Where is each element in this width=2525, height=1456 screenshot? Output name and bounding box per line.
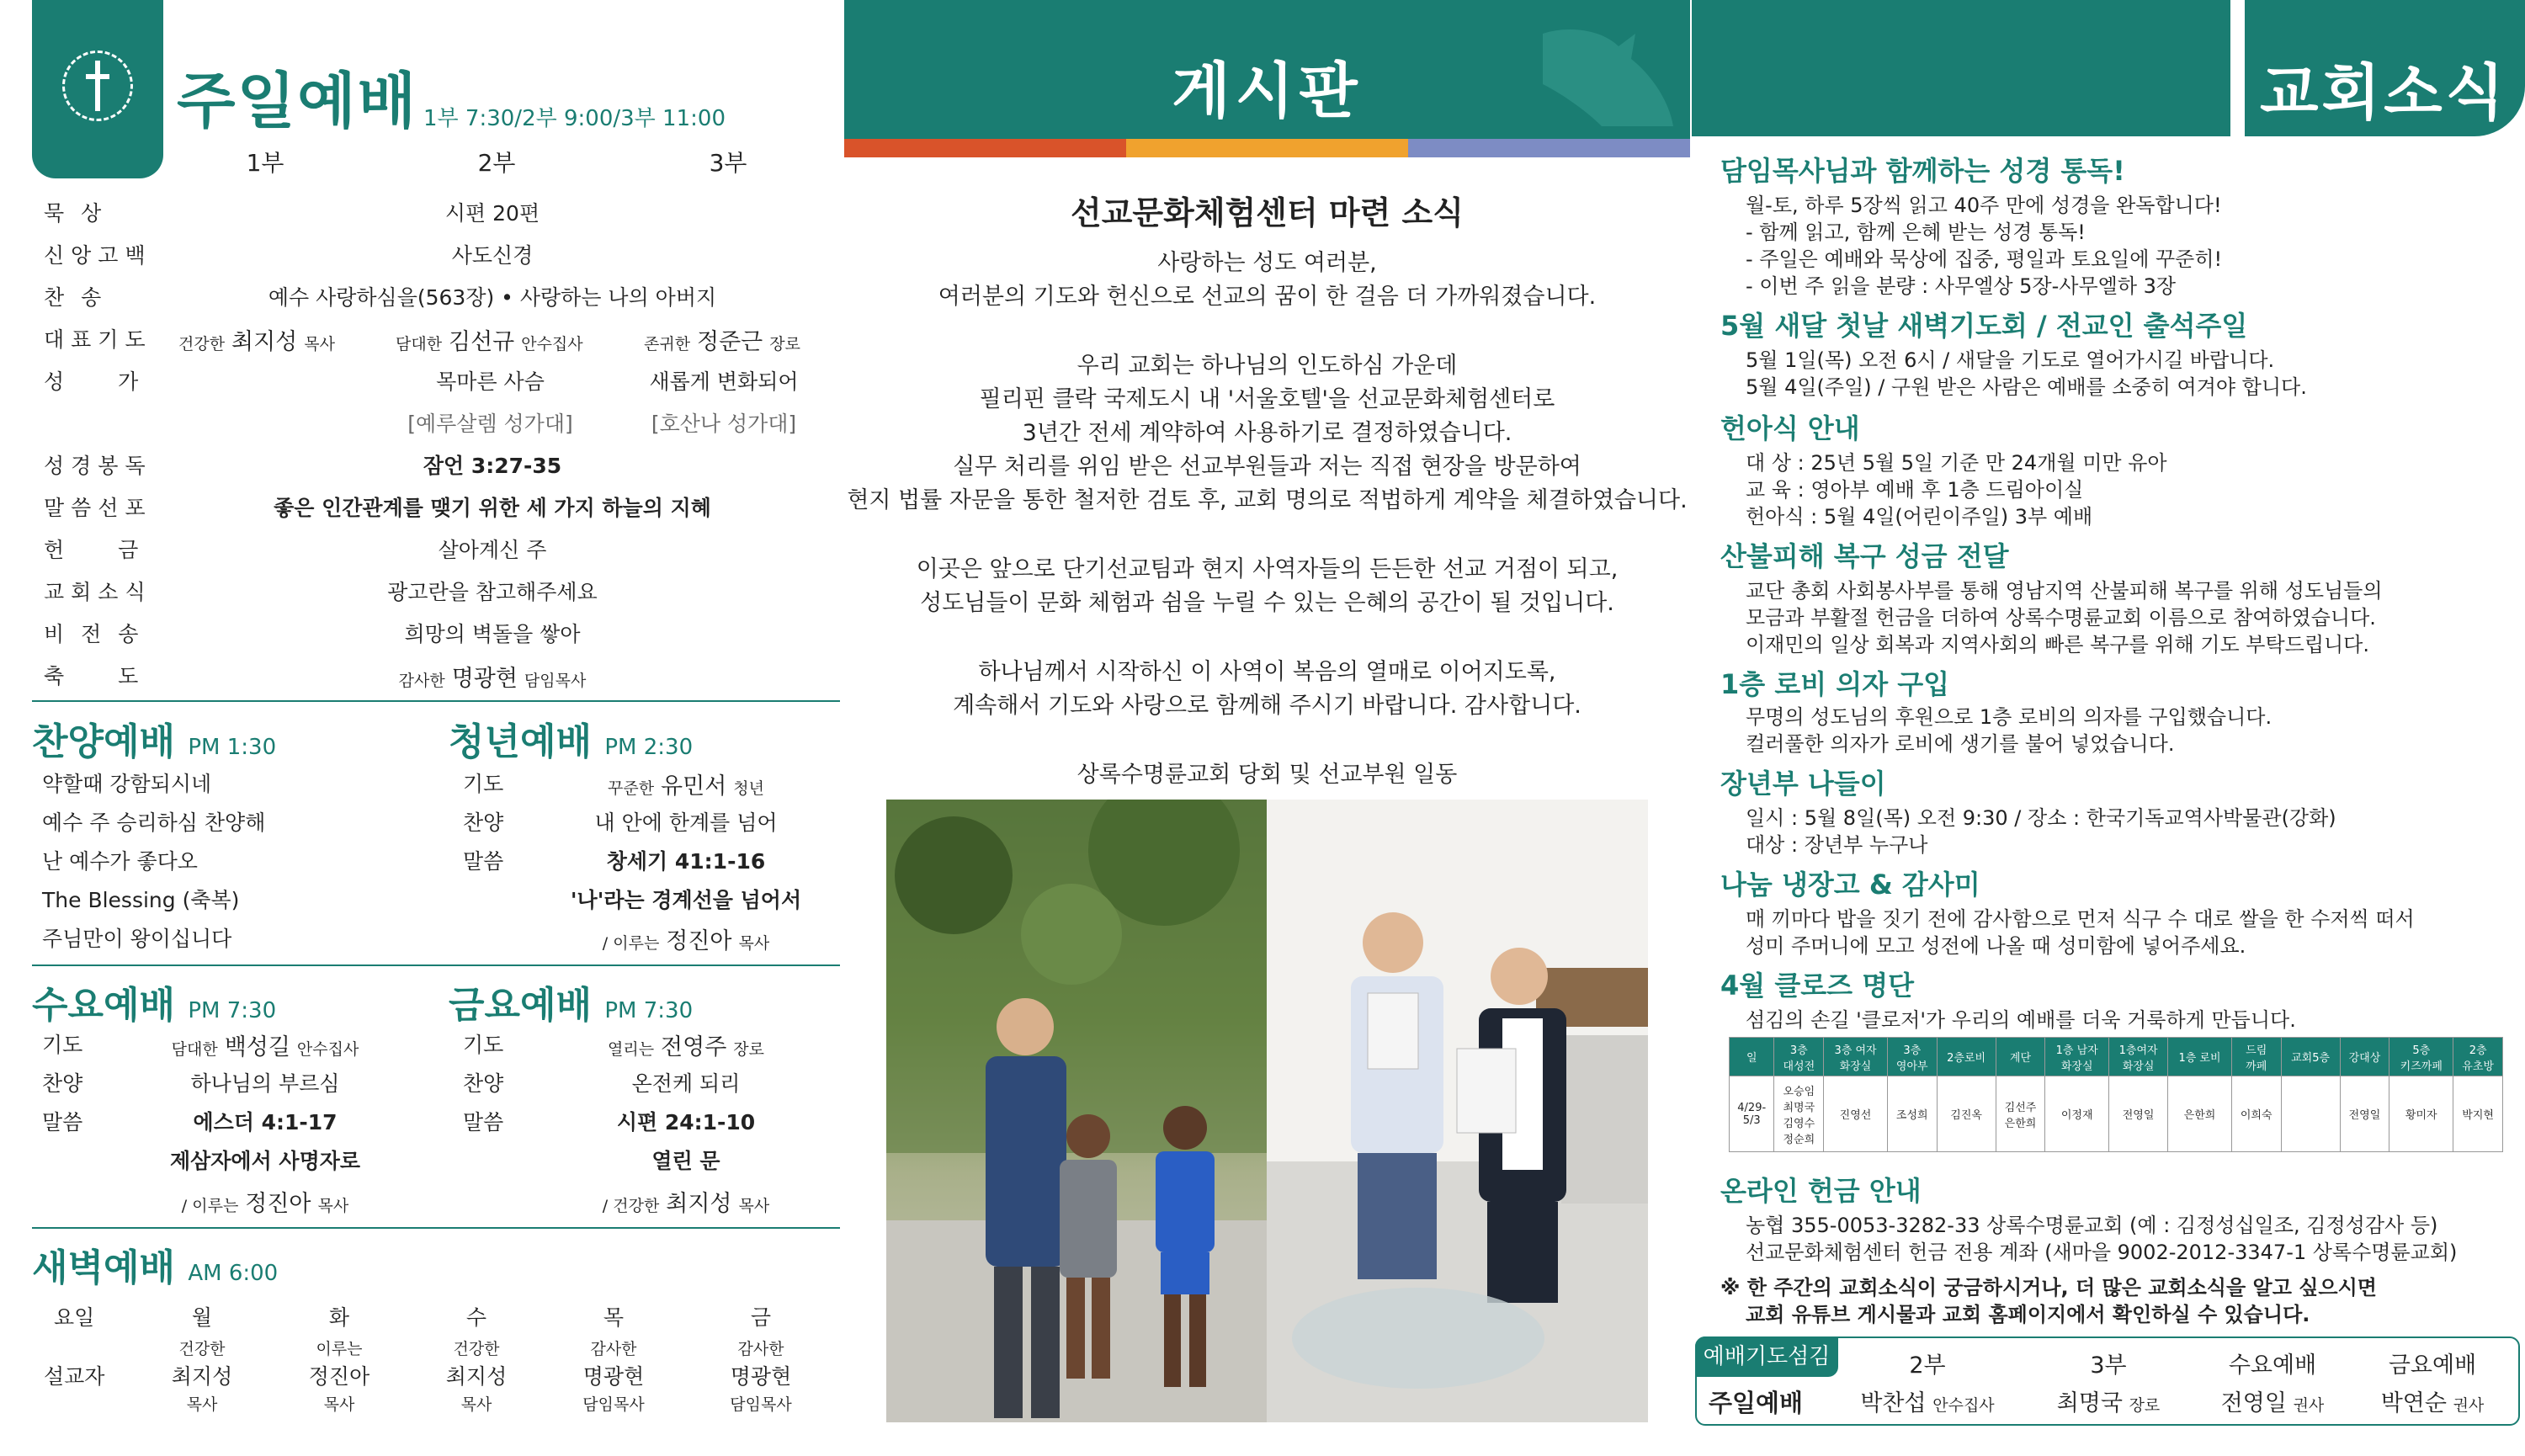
news-heading: 산불피해 복구 성금 전달 bbox=[1720, 540, 2009, 572]
color-stripe bbox=[1126, 139, 1408, 157]
prayer-service-tag: 예배기도섬김 bbox=[1695, 1336, 1838, 1377]
youth-prayer: 꾸준한 유민서 청년 bbox=[608, 773, 764, 800]
order-label: 신앙고백 bbox=[44, 243, 152, 268]
fri-song-label: 찬양 bbox=[463, 1071, 504, 1096]
closer-header-cell: 강대상 bbox=[2340, 1038, 2389, 1076]
article-line: 3년간 전세 계약하여 사용하기로 결정하였습니다. bbox=[1022, 420, 1512, 446]
order-label: 비전송 bbox=[44, 622, 156, 646]
dawn-pre: 감사한 bbox=[590, 1340, 637, 1358]
notice-line: 교회 유튜브 게시물과 교회 홈페이지에서 확인하실 수 있습니다. bbox=[1746, 1303, 2310, 1326]
closer-header-cell: 1층 남자 화장실 bbox=[2045, 1038, 2109, 1076]
outdoor-photo-illustration bbox=[886, 800, 1267, 1422]
fri-word-label: 말씀 bbox=[463, 1110, 504, 1135]
online-offering-line: 농협 355-0053-3282-33 상록수명륜교회 (예 : 김정성십일조, 김정성감사 등) bbox=[1746, 1214, 2438, 1237]
order-label: 성경봉독 bbox=[44, 454, 152, 478]
order-value: 예수 사랑하심을(563장) • 사랑하는 나의 아버지 bbox=[268, 285, 717, 310]
prayer-header: 수요예배 bbox=[2228, 1352, 2317, 1379]
dawn-day-label: 요일 bbox=[54, 1305, 95, 1330]
fri-sermon: 열린 문 bbox=[651, 1149, 720, 1173]
article-line: 계속해서 기도와 사랑으로 함께해 주시기 바랍니다. 감사합니다. bbox=[953, 693, 1581, 719]
dawn-post: 목사 bbox=[186, 1395, 218, 1414]
prayer-leader-2: 담대한 김선규 안수집사 bbox=[396, 329, 583, 355]
order-value: 사도신경 bbox=[451, 243, 534, 268]
dawn-post: 목사 bbox=[323, 1395, 355, 1414]
praise-song: 예수 주 승리하심 찬양해 bbox=[42, 810, 266, 835]
fri-scripture: 시편 24:1-10 bbox=[616, 1110, 756, 1135]
indoor-photo-illustration bbox=[1267, 800, 1648, 1422]
closer-cell: 이희숙 bbox=[2231, 1076, 2281, 1152]
order-label: 묵상 bbox=[44, 201, 119, 226]
youth-scripture: 창세기 41:1-16 bbox=[606, 849, 766, 874]
news-line: - 함께 읽고, 함께 은혜 받는 성경 통독! bbox=[1746, 221, 2086, 244]
news-line: 섬김의 손길 '클로저'가 우리의 예배를 더욱 거룩하게 만듭니다. bbox=[1746, 1008, 2296, 1032]
closer-header-cell: 교회5층 bbox=[2281, 1038, 2340, 1076]
news-line: 대상 : 장년부 누구나 bbox=[1746, 833, 1928, 857]
closer-cell: 김선주 은한희 bbox=[1996, 1076, 2045, 1152]
article-line: 실무 처리를 위임 받은 선교부원들과 저는 직접 현장을 방문하여 bbox=[953, 454, 1581, 480]
article-signature: 상록수명륜교회 당회 및 선교부원 일동 bbox=[1076, 762, 1458, 788]
youth-worship-title: 청년예배 PM 2:30 bbox=[449, 720, 694, 763]
dawn-name: 명광현 bbox=[730, 1364, 792, 1389]
dawn-day: 수 bbox=[465, 1305, 487, 1330]
dawn-day: 목 bbox=[603, 1305, 625, 1330]
dawn-day: 월 bbox=[191, 1305, 213, 1330]
prayer-leader-1: 건강한 최지성 목사 bbox=[178, 329, 335, 355]
order-label: 대표기도 bbox=[44, 327, 152, 352]
choir-song-3: 새롭게 변화되어 bbox=[649, 369, 799, 394]
service-header-3: 3부 bbox=[709, 149, 747, 177]
closer-table-row bbox=[1730, 1076, 2503, 1152]
closer-cell: 진영선 bbox=[1824, 1076, 1888, 1152]
online-offering-line: 선교문화체험센터 헌금 전용 계좌 (새마을 9002-2012-3347-1 상록수명륜교회) bbox=[1746, 1241, 2458, 1264]
mission-photo-outdoor bbox=[886, 800, 1267, 1422]
service-header-1: 1부 bbox=[246, 149, 284, 177]
divider bbox=[32, 700, 840, 702]
article-line: 하나님께서 시작하신 이 사역이 복음의 열매로 이어지도록, bbox=[978, 659, 1556, 685]
order-label: 찬송 bbox=[44, 285, 119, 310]
bulletin-banner bbox=[844, 0, 1690, 139]
sermon-title: 좋은 인간관계를 맺기 위한 세 가지 하늘의 지혜 bbox=[274, 496, 711, 520]
praise-worship-title: 찬양예배 PM 1:30 bbox=[32, 720, 277, 763]
dawn-day: 화 bbox=[328, 1305, 350, 1330]
service-header-2: 2부 bbox=[477, 149, 516, 177]
news-heading: 장년부 나들이 bbox=[1720, 768, 1886, 800]
closer-header-cell: 3층 여자 화장실 bbox=[1824, 1038, 1888, 1076]
closer-cell: 4/29- 5/3 bbox=[1730, 1076, 1774, 1152]
wed-word-label: 말씀 bbox=[42, 1110, 83, 1135]
praise-song: 약할때 강함되시네 bbox=[42, 772, 212, 796]
prayer-person: 박연순 권사 bbox=[2380, 1390, 2485, 1416]
choir-song-2: 목마른 사슴 bbox=[436, 369, 545, 394]
online-offering-heading: 온라인 헌금 안내 bbox=[1720, 1175, 1922, 1207]
dawn-pre: 건강한 bbox=[453, 1340, 500, 1358]
news-line: 교 육 : 영아부 예배 후 1층 드림아이실 bbox=[1746, 478, 2084, 502]
sunday-worship-title: 주일예배 bbox=[177, 66, 418, 136]
news-line: 헌아식 : 5월 4일(어린이주일) 3부 예배 bbox=[1746, 505, 2093, 529]
news-line: 5월 1일(목) 오전 6시 / 새달을 기도로 열어가시길 바랍니다. bbox=[1746, 348, 2275, 372]
closer-cell: 은한희 bbox=[2168, 1076, 2232, 1152]
closer-header-cell: 5층 키즈까페 bbox=[2389, 1038, 2453, 1076]
dawn-pre: 건강한 bbox=[178, 1340, 226, 1358]
friday-worship-title: 금요예배 PM 7:30 bbox=[449, 984, 694, 1027]
dawn-pre: 이루는 bbox=[316, 1340, 363, 1358]
dawn-post: 담임목사 bbox=[582, 1395, 645, 1414]
youth-prayer-label: 기도 bbox=[463, 772, 504, 796]
order-value: 광고란을 참고해주세요 bbox=[387, 580, 598, 604]
wed-sermon: 제삼자에서 사명자로 bbox=[169, 1149, 361, 1173]
divider bbox=[32, 964, 840, 966]
news-line: 모금과 부활절 헌금을 더하여 상록수명륜교회 이름으로 참여하였습니다. bbox=[1746, 606, 2376, 630]
bulletin-title: 게시판 bbox=[1172, 56, 1363, 126]
closer-cell: 전영일 bbox=[2109, 1076, 2168, 1152]
fri-song: 온전케 되리 bbox=[631, 1071, 741, 1096]
choir-name-2: [예루살렘 성가대] bbox=[407, 412, 573, 436]
news-heading: 1층 로비 의자 구입 bbox=[1720, 668, 1950, 700]
closer-header-cell: 1층 로비 bbox=[2168, 1038, 2232, 1076]
praise-song: 주님만이 왕이십니다 bbox=[42, 927, 232, 951]
prayer-person: 전영일 권사 bbox=[2220, 1390, 2325, 1416]
closer-header-cell: 3층 영아부 bbox=[1887, 1038, 1937, 1076]
closer-table bbox=[1729, 1037, 2503, 1152]
dawn-day: 금 bbox=[750, 1305, 772, 1330]
news-line: - 이번 주 읽을 분량 : 사무엘상 5장-사무엘하 3장 bbox=[1746, 274, 2177, 298]
news-line: 5월 4일(주일) / 구원 받은 사람은 예배를 소중히 여겨야 합니다. bbox=[1746, 375, 2307, 399]
article-heading: 선교문화체험센터 마련 소식 bbox=[1071, 194, 1464, 231]
dawn-post: 담임목사 bbox=[730, 1395, 792, 1414]
article-line: 필리핀 클락 국제도시 내 '서울호텔'을 선교문화체험센터로 bbox=[979, 386, 1555, 412]
wed-song: 하나님의 부르심 bbox=[190, 1071, 340, 1096]
scripture-reading: 잠언 3:27-35 bbox=[423, 454, 562, 478]
church-news-column bbox=[1692, 0, 2525, 1456]
article-line: 사랑하는 성도 여러분, bbox=[1157, 250, 1377, 276]
dawn-pre: 감사한 bbox=[737, 1340, 784, 1358]
closer-table-header bbox=[1730, 1038, 2503, 1076]
dawn-name: 최지성 bbox=[171, 1364, 233, 1389]
prayer-person: 최명국 장로 bbox=[2056, 1390, 2161, 1416]
news-heading: 나눔 냉장고 & 감사미 bbox=[1720, 869, 1980, 901]
news-heading: 담임목사님과 함께하는 성경 통독! bbox=[1720, 155, 2125, 187]
choir-name-3: [호산나 성가대] bbox=[651, 412, 797, 436]
news-line: 월-토, 하루 5장씩 읽고 40주 만에 성경을 완독합니다! bbox=[1746, 194, 2222, 217]
prayer-header: 금요예배 bbox=[2388, 1352, 2477, 1379]
youth-song-label: 찬양 bbox=[463, 810, 504, 835]
fri-prayer: 열리는 전영주 장로 bbox=[608, 1034, 764, 1060]
news-line: 이재민의 일상 회복과 지역사회의 빠른 복구를 위해 기도 부탁드립니다. bbox=[1746, 633, 2369, 656]
divider bbox=[32, 1227, 840, 1229]
dawn-preacher-label: 설교자 bbox=[44, 1364, 105, 1389]
order-label: 성가 bbox=[44, 369, 193, 394]
order-value: 살아계신 주 bbox=[438, 538, 547, 562]
fri-prayer-label: 기도 bbox=[463, 1033, 504, 1057]
prayer-leader-3: 존귀한 정준근 장로 bbox=[644, 329, 800, 355]
closer-cell: 이정재 bbox=[2045, 1076, 2109, 1152]
news-line: - 주일은 예배와 묵상에 집중, 평일과 토요일에 꾸준히! bbox=[1746, 247, 2223, 271]
prayer-person: 박찬섭 안수집사 bbox=[1860, 1390, 1995, 1416]
praise-song: 난 예수가 좋다오 bbox=[42, 849, 198, 874]
youth-word-label: 말씀 bbox=[463, 849, 504, 874]
news-header-bar bbox=[1692, 0, 2230, 136]
cross-logo-box bbox=[32, 0, 163, 178]
prayer-header: 2부 bbox=[1909, 1352, 1946, 1379]
dawn-name: 명광현 bbox=[582, 1364, 645, 1389]
order-label: 헌금 bbox=[44, 538, 193, 562]
article-line: 우리 교회는 하나님의 인도하심 가운데 bbox=[1076, 353, 1458, 379]
wed-prayer-label: 기도 bbox=[42, 1033, 83, 1057]
closer-header-cell: 2층로비 bbox=[1937, 1038, 1996, 1076]
article-line: 현지 법률 자문을 통한 철저한 검토 후, 교회 명의로 적법하게 계약을 체결하였습니다. bbox=[847, 487, 1688, 513]
article-line: 성도님들이 문화 체험과 쉼을 누릴 수 있는 은혜의 공간이 될 것입니다. bbox=[920, 590, 1614, 616]
color-stripe bbox=[1408, 139, 1690, 157]
wed-song-label: 찬양 bbox=[42, 1071, 83, 1096]
news-line: 대 상 : 25년 5월 5일 기준 만 24개월 미만 유아 bbox=[1746, 451, 2167, 475]
prayer-row-label: 주일예배 bbox=[1709, 1389, 1804, 1417]
sunday-worship-times: 1부 7:30/2부 9:00/3부 11:00 bbox=[423, 106, 726, 131]
closer-header-cell: 2층 유초방 bbox=[2453, 1038, 2503, 1076]
youth-song: 내 안에 한계를 넘어 bbox=[594, 810, 778, 835]
news-line: 무명의 성도님의 후원으로 1층 로비의 의자를 구입했습니다. bbox=[1746, 705, 2272, 729]
closer-header-cell: 일 bbox=[1730, 1038, 1774, 1076]
news-line: 컬러풀한 의자가 로비에 생기를 불어 넣었습니다. bbox=[1746, 732, 2175, 756]
article-line: 이곳은 앞으로 단기선교팀과 현지 사역자들의 든든한 선교 거점이 되고, bbox=[916, 556, 1619, 582]
closer-cell: 박지현 bbox=[2453, 1076, 2503, 1152]
closer-cell: 조성희 bbox=[1887, 1076, 1937, 1152]
color-stripe bbox=[844, 139, 1126, 157]
fri-preacher: / 건강한 최지성 목사 bbox=[602, 1191, 770, 1217]
order-value: 시편 20편 bbox=[444, 201, 540, 226]
dawn-name: 최지성 bbox=[445, 1364, 508, 1389]
closer-cell: 오승임 최명국 김영수 정순희 bbox=[1774, 1076, 1824, 1152]
mission-photo-indoor bbox=[1267, 800, 1648, 1422]
news-heading: 4월 클로즈 명단 bbox=[1720, 970, 1915, 1002]
wed-prayer: 담대한 백성길 안수집사 bbox=[171, 1034, 359, 1060]
worship-column bbox=[0, 0, 842, 1456]
closer-cell bbox=[2281, 1076, 2340, 1152]
dawn-post: 목사 bbox=[460, 1395, 492, 1414]
closer-cell: 황미자 bbox=[2389, 1076, 2453, 1152]
order-label: 축도 bbox=[44, 664, 193, 688]
news-line: 교단 총회 사회봉사부를 통해 영남지역 산불피해 복구를 위해 성도님들의 bbox=[1746, 579, 2383, 603]
closer-cell: 전영일 bbox=[2340, 1076, 2389, 1152]
praise-song: The Blessing (축복) bbox=[42, 888, 240, 912]
article-line: 여러분의 기도와 헌신으로 선교의 꿈이 한 걸음 더 가까워졌습니다. bbox=[938, 284, 1597, 310]
wed-scripture: 에스더 4:1-17 bbox=[193, 1110, 338, 1135]
dawn-name: 정진아 bbox=[308, 1364, 370, 1389]
news-heading: 5월 새달 첫날 새벽기도회 / 전교인 출석주일 bbox=[1720, 310, 2248, 342]
dawn-worship-title: 새벽예배 AM 6:00 bbox=[32, 1246, 279, 1289]
cross-icon bbox=[86, 61, 109, 111]
wed-preacher: / 이루는 정진아 목사 bbox=[181, 1191, 349, 1217]
youth-preacher: / 이루는 정진아 목사 bbox=[602, 928, 770, 954]
closer-header-cell: 1층여자 화장실 bbox=[2109, 1038, 2168, 1076]
news-title: 교회소식 bbox=[2260, 57, 2508, 128]
news-line: 성미 주머니에 모고 성전에 나올 때 성미함에 넣어주세요. bbox=[1746, 934, 2246, 958]
closer-header-cell: 3층 대성전 bbox=[1774, 1038, 1824, 1076]
bulletin-board-column bbox=[844, 0, 1690, 1456]
benediction: 감사한 명광현 담임목사 bbox=[398, 666, 587, 692]
youth-sermon: '나'라는 경계선을 넘어서 bbox=[570, 888, 802, 912]
closer-header-cell: 계단 bbox=[1996, 1038, 2045, 1076]
closer-cell: 김진옥 bbox=[1937, 1076, 1996, 1152]
notice-line: ※ 한 주간의 교회소식이 궁금하시거나, 더 많은 교회소식을 알고 싶으시면 bbox=[1720, 1276, 2377, 1299]
closer-header-cell: 드림 까페 bbox=[2231, 1038, 2281, 1076]
order-label: 말씀선포 bbox=[44, 496, 152, 520]
order-label: 교회소식 bbox=[44, 580, 152, 604]
wednesday-worship-title: 수요예배 PM 7:30 bbox=[32, 984, 277, 1027]
news-line: 매 끼마다 밥을 짓기 전에 감사함으로 먼저 식구 수 대로 쌀을 한 수저씩 떠서 bbox=[1746, 907, 2415, 931]
news-heading: 헌아식 안내 bbox=[1720, 412, 1860, 444]
order-value: 희망의 벽돌을 쌓아 bbox=[404, 622, 581, 646]
prayer-header: 3부 bbox=[2090, 1352, 2127, 1379]
news-line: 일시 : 5월 8일(목) 오전 9:30 / 장소 : 한국기독교역사박물관(강화) bbox=[1746, 806, 2336, 830]
